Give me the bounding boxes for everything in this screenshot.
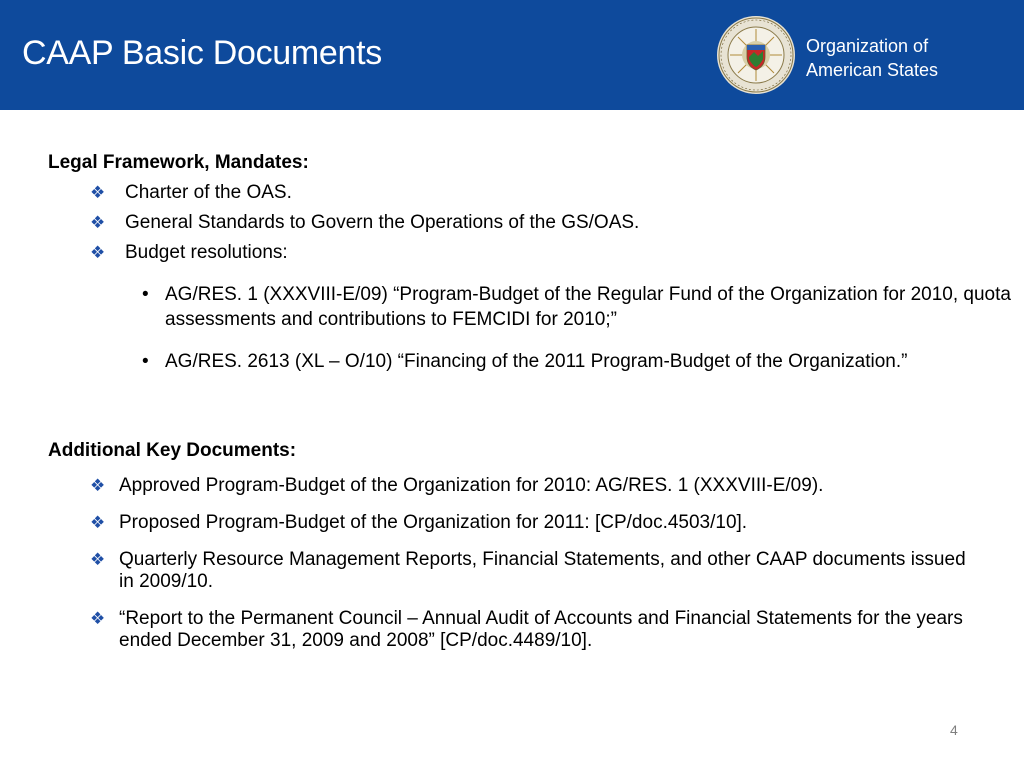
list-item-text: Proposed Program-Budget of the Organization for 2011: [CP/doc.4503/10]. [119,512,748,533]
org-name-line2: American States [806,60,939,80]
page-number: 4 [950,722,958,738]
list-item [90,608,990,652]
diamond-bullet-icon: ❖ [90,183,106,202]
diamond-bullet-icon: ❖ [90,513,106,532]
sub-list-item-text: AG/RES. 2613 (XL – O/10) “Financing of the 2011 Program-Budget of the Organization.” [165,351,908,372]
diamond-bullet-icon: ❖ [90,213,106,232]
additional-documents-heading: Additional Key Documents: [48,440,297,461]
list-item-text: Approved Program-Budget of the Organization for 2010: AG/RES. 1 (XXXVIII-E/09). [119,475,824,496]
diamond-bullet-icon: ❖ [90,609,106,628]
list-item [90,512,990,534]
list-item-text: General Standards to Govern the Operations of the GS/OAS. [125,212,640,233]
legal-framework-heading: Legal Framework, Mandates: [48,152,309,173]
list-item [90,242,890,264]
sub-list-item [142,282,1022,332]
diamond-bullet-icon: ❖ [90,476,106,495]
list-item [90,549,970,593]
sub-list-item [142,347,942,376]
list-item-text: “Report to the Permanent Council – Annual Audit of Accounts and Financial Statements for the years ended December 31, 2009 and 2008” [CP/doc.4489/10]. [119,608,963,651]
sub-list-item-text: AG/RES. 1 (XXXVIII-E/09) “Program-Budget of the Regular Fund of the Organization for 2010, quota assessments and contributions to FEMCIDI for 2010;” [165,284,1011,330]
slide-title: CAAP Basic Documents [22,34,382,72]
list-item [90,182,890,204]
list-item-text: Charter of the OAS. [125,182,292,203]
list-item [90,212,890,234]
diamond-bullet-icon: ❖ [90,550,106,569]
list-item [90,475,1000,497]
list-item-text: Budget resolutions: [125,242,288,263]
org-name-line1: Organization of [806,36,929,56]
diamond-bullet-icon: ❖ [90,243,106,262]
dot-bullet-icon: • [142,284,149,305]
dot-bullet-icon: • [142,351,149,372]
list-item-text: Quarterly Resource Management Reports, Financial Statements, and other CAAP documents issued in 2009/10. [119,549,966,592]
